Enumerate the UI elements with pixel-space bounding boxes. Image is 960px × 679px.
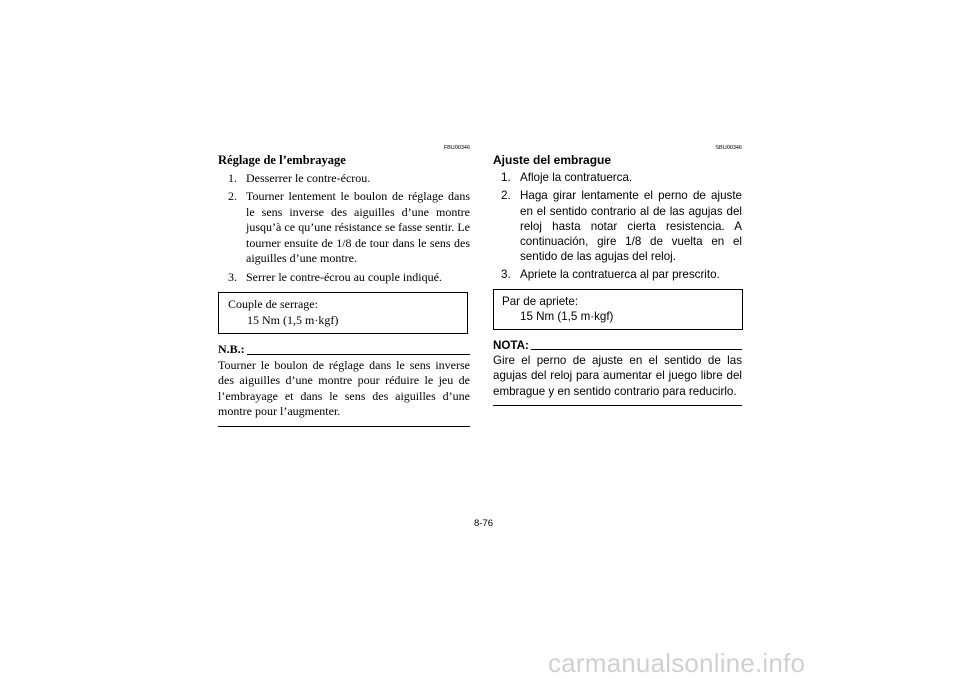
note-divider xyxy=(531,349,742,350)
list-item xyxy=(493,188,742,264)
list-item xyxy=(493,267,742,282)
note-end-divider xyxy=(493,405,742,406)
watermark: carmanualsonline.info xyxy=(548,648,806,678)
step-text: Apriete la contratuerca al par prescrito. xyxy=(520,268,720,282)
page-number: 8-76 xyxy=(474,518,494,529)
step-text: Desserrer le contre-écrou. xyxy=(246,170,371,185)
step-number: 2. xyxy=(228,189,237,203)
note-header xyxy=(493,338,742,353)
step-text: Tourner lentement le boulon de réglage dans le sens inverse des aiguilles d’une montre jusqu’à ce qu’une résistance se fasse sentir. Le tourner ensuite de 1/8 de tour dans le sens des aiguilles d’une montre. xyxy=(246,189,470,265)
section-title: Ajuste del embrague xyxy=(493,153,612,167)
note-end-divider xyxy=(218,426,470,427)
step-text: Serrer le contre-écrou au couple indiqué. xyxy=(246,269,442,284)
step-text: Haga girar lentamente el perno de ajuste en el sentido contrario al de las agujas del reloj hasta notar cierta resistencia. A continuación, gire 1/8 de vuelta en el sentido de las agujas del reloj. xyxy=(520,189,742,264)
torque-spec-box xyxy=(493,289,743,330)
section-code: FBU00346 xyxy=(443,145,470,151)
note-label: NOTA: xyxy=(493,339,529,353)
note-text: Tourner le boulon de réglage dans le sens inverse des aiguilles d’une montre pour réduire le jeu de l’embrayage et dans le sens des aiguilles d’une montre pour l’augmenter. xyxy=(218,357,470,418)
spec-value: 15 Nm (1,5 m·kgf) xyxy=(520,309,614,323)
step-number: 2. xyxy=(501,189,511,203)
step-number: 1. xyxy=(228,170,237,185)
note-divider xyxy=(247,354,470,355)
step-list xyxy=(218,171,470,286)
list-item xyxy=(218,270,470,286)
step-text: Afloje la contratuerca. xyxy=(520,171,633,185)
list-item xyxy=(218,189,470,267)
step-number: 3. xyxy=(501,268,511,282)
spec-label: Par de apriete: xyxy=(502,294,579,308)
list-item xyxy=(218,171,470,187)
step-number: 1. xyxy=(501,171,511,185)
spec-label: Couple de serrage: xyxy=(228,297,318,311)
note-header xyxy=(218,342,470,358)
step-list xyxy=(493,170,742,282)
section-code: SBU00346 xyxy=(715,145,742,151)
step-number: 3. xyxy=(228,269,237,284)
spec-value: 15 Nm (1,5 m·kgf) xyxy=(247,312,339,327)
note-text: Gire el perno de ajuste en el sentido de las agujas del reloj para aumentar el juego libre del embrague y en sentido contrario para reducirlo. xyxy=(493,354,742,398)
torque-spec-box xyxy=(218,292,468,334)
list-item xyxy=(493,170,742,185)
note-label: N.B.: xyxy=(218,342,245,356)
french-column xyxy=(218,145,470,427)
section-title: Réglage de l’embrayage xyxy=(218,153,346,167)
spanish-column xyxy=(493,145,742,406)
